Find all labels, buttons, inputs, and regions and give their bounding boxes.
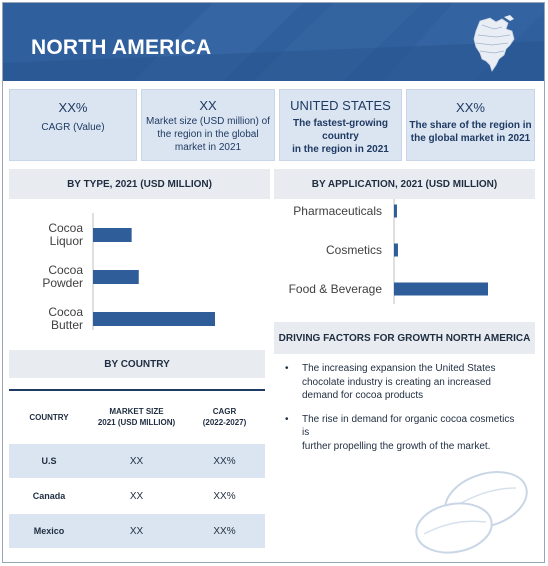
kpi-fastest-country-label-line: The fastest-growing country [292,118,388,142]
cell-country: Canada [32,491,66,501]
bar [93,270,139,284]
by-application-chart [274,199,536,309]
cell-cagr: XX% [213,525,236,537]
driving-factors-list [282,362,522,463]
table-row [9,514,265,548]
header-market-size-line: MARKET SIZE [109,407,164,416]
kpi-market-size-label-line: market in 2021 [174,142,242,153]
kpi-cagr [9,89,137,161]
table-row [9,479,265,513]
bar [394,283,488,296]
header-cagr-line: CAGR [212,407,237,416]
list-item-line: further propelling the growth of the market. [302,440,491,452]
table-top-rule [9,389,265,391]
bar [93,312,215,326]
bar [93,228,132,242]
list-item [282,362,522,403]
category-label: Cocoa Powder [42,263,83,290]
kpi-market-size-label [142,115,274,154]
kpi-fastest-country [279,89,402,161]
table-row [9,444,265,478]
kpi-fastest-country-label [280,117,401,156]
category-label: Cosmetics [325,243,382,257]
header-market-size-line: 2021 (USD MILLION) [97,418,176,427]
kpi-region-share-value: XX% [456,100,485,115]
bar [394,244,398,257]
kpi-cagr-label: CAGR (Value) [41,122,105,133]
list-item-line: The rise in demand for organic cocoa cosmetics is [302,413,515,438]
kpi-fastest-country-value: UNITED STATES [290,98,391,113]
driving-factors-header: DRIVING FACTORS FOR GROWTH NORTH AMERICA [274,322,535,354]
list-item [282,413,522,454]
cell-market-size: XX [129,455,144,467]
cell-market-size: XX [129,525,144,537]
header-banner [3,3,544,81]
kpi-market-size-value: XX [199,98,217,113]
by-type-chart [9,205,271,340]
bullet-icon: • [285,363,289,374]
country-table-header [9,398,265,436]
page-title: NORTH AMERICA [31,36,212,59]
kpi-cagr-value: XX% [58,100,88,115]
header-cagr-line: (2022-2027) [202,418,247,427]
by-application-header: BY APPLICATION, 2021 (USD MILLION) [274,169,535,199]
kpi-market-size [141,89,275,161]
north-america-map-icon [466,15,522,75]
header-market-size [89,406,184,428]
list-item-line: demand for cocoa products [302,390,424,401]
cell-cagr: XX% [213,455,236,467]
header-cagr [184,406,265,428]
kpi-region-share-label-line: the global market in 2021 [410,133,531,144]
header-country: COUNTRY [29,413,69,422]
kpi-market-size-label-line: Market size (USD million) of [146,116,270,127]
by-country-header: BY COUNTRY [9,350,265,378]
cell-market-size: XX [129,490,144,502]
list-item-line: The increasing expansion the United States [302,363,496,374]
cell-cagr: XX% [213,490,236,502]
kpi-region-share [406,89,535,161]
kpi-fastest-country-label-line: in the region in 2021 [292,144,389,155]
by-type-header: BY TYPE, 2021 (USD MILLION) [9,169,270,199]
category-label: Cocoa Butter [48,305,83,332]
kpi-region-share-label-line: The share of the region in [409,120,532,131]
kpi-region-share-label [407,119,534,145]
bar [394,205,397,218]
cocoa-beans-icon [408,458,534,558]
category-label: Pharmaceuticals [293,204,382,218]
category-label: Cocoa Liquor [48,221,83,248]
cell-country: Mexico [33,526,65,536]
bullet-icon: • [285,413,289,425]
list-item-line: chocolate industry is creating an increased [302,376,491,388]
kpi-market-size-label-line: the region in the global [157,129,259,140]
category-label: Food & Beverage [288,282,382,296]
cell-country: U.S [41,456,57,466]
